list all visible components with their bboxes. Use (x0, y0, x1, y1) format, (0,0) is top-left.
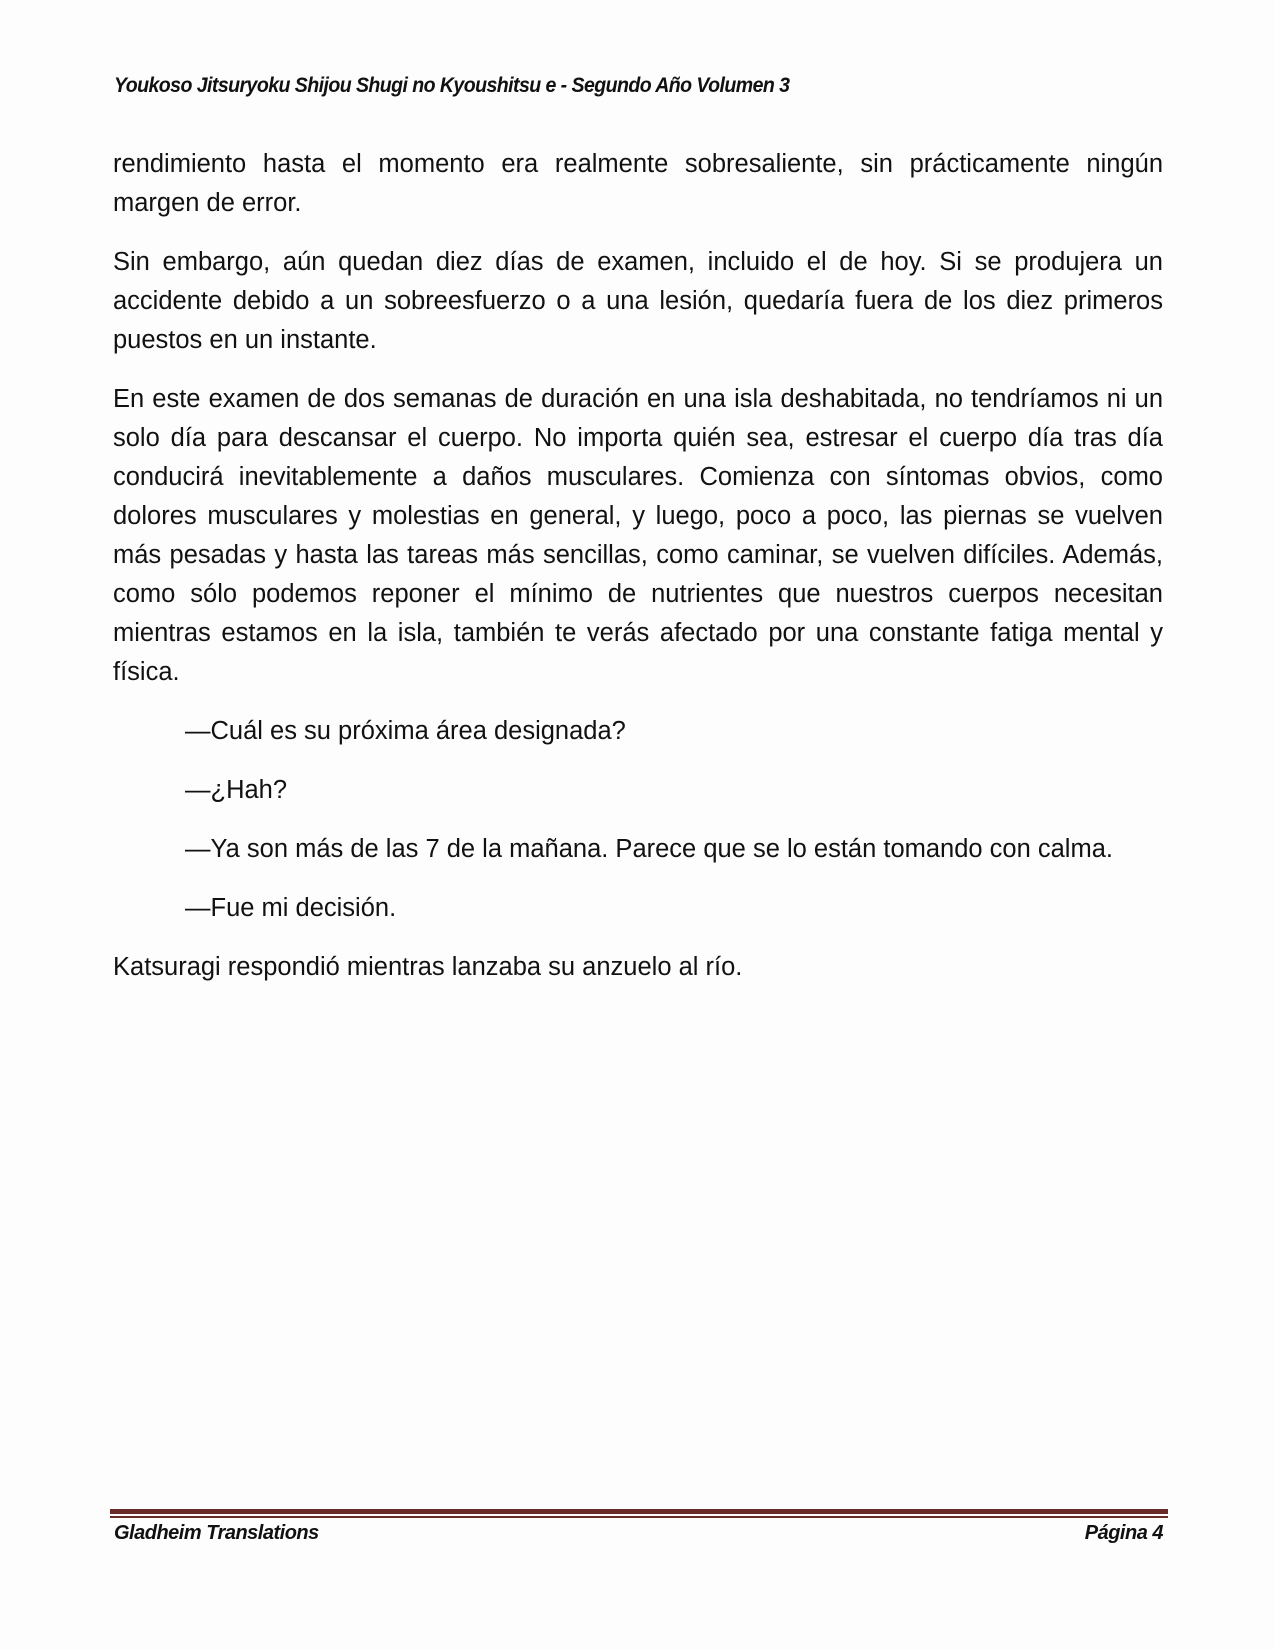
paragraph: Katsuragi respondió mientras lanzaba su anzuelo al río. (113, 953, 743, 981)
dialogue-line: —Ya son más de las 7 de la mañana. Parece que se lo están tomando con calma. (185, 835, 1113, 863)
paragraph: rendimiento hasta el momento era realmente sobresaliente, sin prácticamente ningún margen de error. (113, 150, 1163, 217)
footer-translator: Gladheim Translations (114, 1522, 319, 1544)
running-header: Youkoso Jitsuryoku Shijou Shugi no Kyoushitsu e - Segundo Año Volumen 3 (114, 74, 790, 97)
paragraph: En este examen de dos semanas de duración en una isla deshabitada, no tendríamos ni un solo día para descansar el cuerpo. No importa quién sea, estresar el cuerpo día tras día conducirá inevitablemente a daños musculares. Comienza con síntomas obvios, como dolores musculares y molestias en general, y luego, poco a poco, las piernas se vuelven más pesadas y hasta las tareas más sencillas, como caminar, se vuelven difíciles. Además, como sólo podemos reponer el mínimo de nutrientes que nuestros cuerpos necesitan mientras estamos en la isla, también te verás afectado por una constante fatiga mental y física. (113, 385, 1163, 686)
footer-rule (110, 1509, 1168, 1514)
dialogue-line: —Cuál es su próxima área designada? (185, 717, 626, 745)
dialogue-line: —Fue mi decisión. (185, 894, 397, 922)
footer-rule-thin (110, 1516, 1168, 1518)
dialogue-line: —¿Hah? (185, 776, 288, 804)
body-text (113, 145, 1163, 1007)
page-number: Página 4 (1084, 1522, 1163, 1544)
paragraph: Sin embargo, aún quedan diez días de examen, incluido el de hoy. Si se produjera un accidente debido a un sobreesfuerzo o a una lesión, quedaría fuera de los diez primeros puestos en un instante. (113, 248, 1163, 354)
